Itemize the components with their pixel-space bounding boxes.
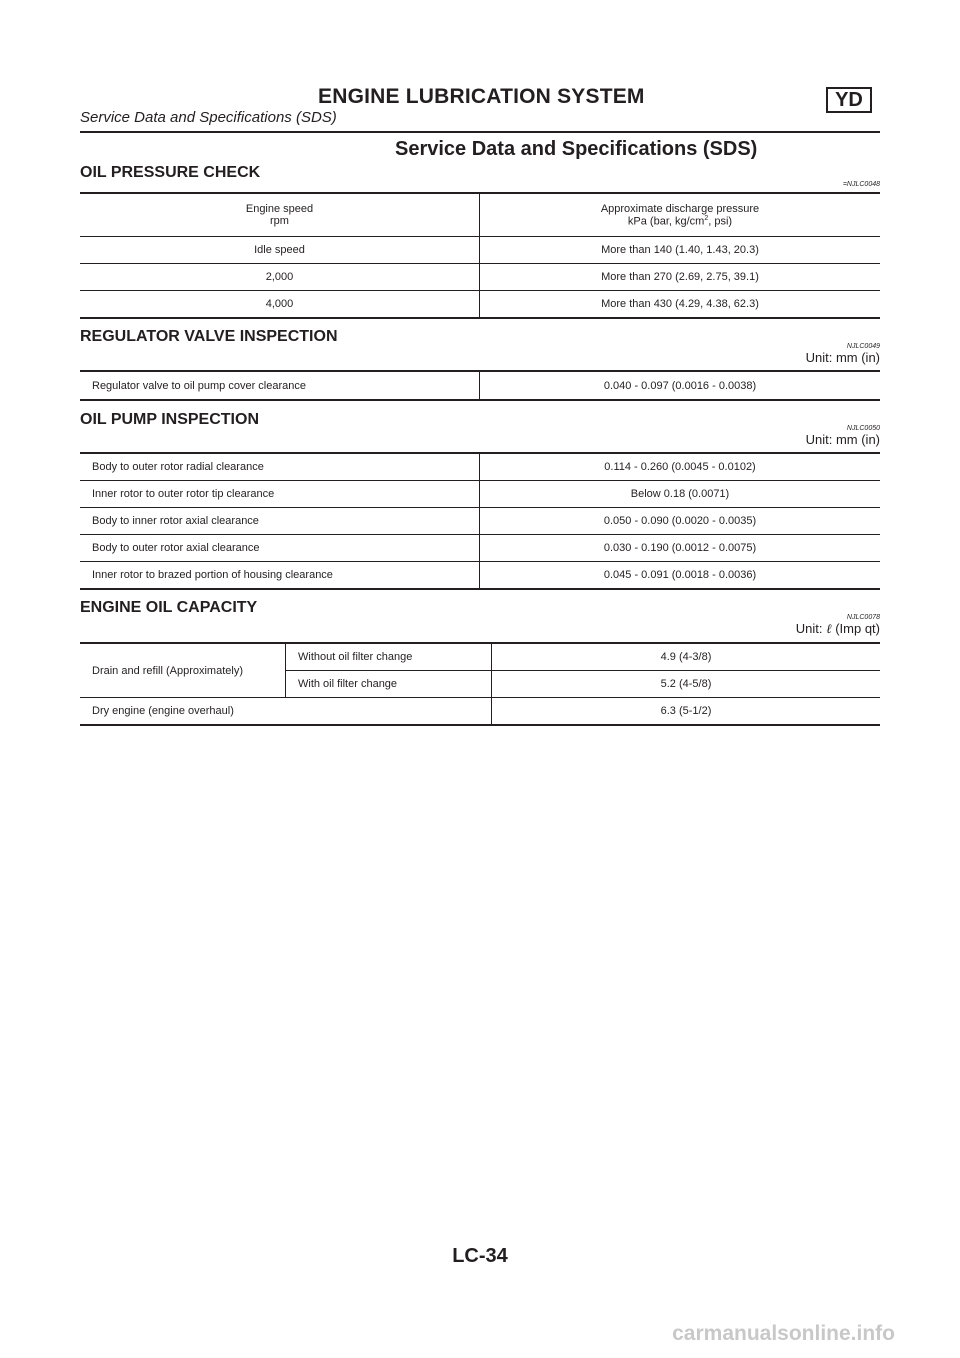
unit-text: Unit: <box>795 621 823 636</box>
unit-text: (Imp qt) <box>835 621 880 636</box>
pressure-cell: More than 140 (1.40, 1.43, 20.3) <box>480 237 881 264</box>
item-cell: Body to outer rotor axial clearance <box>80 535 480 562</box>
column-header-line: Engine speed <box>245 203 314 215</box>
item-cell: Body to outer rotor radial clearance <box>80 453 480 481</box>
table-row <box>80 453 880 481</box>
unit-text: kPa (bar, kg/cm <box>627 215 705 228</box>
value-cell: 5.2 (4-5/8) <box>492 671 881 698</box>
section-title-oil-pressure: OIL PRESSURE CHECK <box>80 164 261 181</box>
oil-pump-table <box>80 452 880 590</box>
item-cell: Dry engine (engine overhaul) <box>80 698 492 726</box>
liter-symbol: ℓ <box>826 622 832 637</box>
unit-label-regulator: Unit: mm (in) <box>805 350 880 365</box>
section-code-oil-pump: NJLC0050 <box>846 425 880 432</box>
superscript: 2 <box>704 214 709 222</box>
table-row <box>80 508 880 535</box>
unit-label-oil-capacity <box>796 621 880 637</box>
section-title-oil-capacity: ENGINE OIL CAPACITY <box>80 599 258 616</box>
section-title-oil-pump: OIL PUMP INSPECTION <box>80 411 259 428</box>
table-header-row <box>80 193 880 237</box>
drain-refill-label: Drain and refill (Approximately) <box>80 643 286 698</box>
column-header-line: Approximate discharge pressure <box>600 202 760 215</box>
unit-label-oil-pump: Unit: mm (in) <box>805 432 880 447</box>
column-header-line: rpm <box>270 215 289 227</box>
column-header-line <box>492 215 868 228</box>
section-code-oil-capacity: NJLC0078 <box>846 614 880 621</box>
header-title: ENGINE LUBRICATION SYSTEM <box>318 85 645 108</box>
document-title: Service Data and Specifications (SDS) <box>395 138 758 160</box>
value-cell: 4.9 (4-3/8) <box>492 643 881 671</box>
value-cell: 0.114 - 0.260 (0.0045 - 0.0102) <box>480 453 881 481</box>
table-row <box>80 371 880 400</box>
page-header <box>80 84 880 134</box>
section-title-regulator: REGULATOR VALVE INSPECTION <box>80 328 338 345</box>
table-row <box>80 264 880 291</box>
section-code-oil-pressure: =NJLC0048 <box>842 181 880 188</box>
column-header-engine-speed <box>80 193 480 237</box>
item-cell: Inner rotor to outer rotor tip clearance <box>80 481 480 508</box>
header-subtitle: Service Data and Specifications (SDS) <box>80 109 337 126</box>
watermark: carmanualsonline.info <box>672 1322 895 1345</box>
table-row <box>80 643 880 671</box>
item-cell: Inner rotor to brazed portion of housing clearance <box>80 562 480 590</box>
header-divider <box>80 131 880 133</box>
section-badge: YD <box>826 87 872 113</box>
regulator-table <box>80 370 880 401</box>
section-code-regulator: NJLC0049 <box>846 343 880 350</box>
value-cell: 6.3 (5-1/2) <box>492 698 881 726</box>
table-row <box>80 237 880 264</box>
pressure-cell: More than 430 (4.29, 4.38, 62.3) <box>480 291 881 319</box>
item-cell: With oil filter change <box>286 671 492 698</box>
engine-speed-cell: Idle speed <box>80 237 480 264</box>
item-cell: Regulator valve to oil pump cover clearance <box>80 371 480 400</box>
item-cell: Body to inner rotor axial clearance <box>80 508 480 535</box>
value-cell: 0.050 - 0.090 (0.0020 - 0.0035) <box>480 508 881 535</box>
column-header-pressure <box>480 193 881 237</box>
table-row <box>80 698 880 726</box>
pressure-cell: More than 270 (2.69, 2.75, 39.1) <box>480 264 881 291</box>
table-row <box>80 562 880 590</box>
table-row <box>80 481 880 508</box>
engine-speed-cell: 4,000 <box>80 291 480 319</box>
table-row <box>80 535 880 562</box>
value-cell: Below 0.18 (0.0071) <box>480 481 881 508</box>
value-cell: 0.030 - 0.190 (0.0012 - 0.0075) <box>480 535 881 562</box>
engine-speed-cell: 2,000 <box>80 264 480 291</box>
oil-pressure-table <box>80 192 880 319</box>
table-row <box>80 291 880 319</box>
oil-capacity-table <box>80 642 880 726</box>
unit-text: , psi) <box>708 215 733 228</box>
value-cell: 0.040 - 0.097 (0.0016 - 0.0038) <box>480 371 881 400</box>
item-cell: Without oil filter change <box>286 643 492 671</box>
page-number: LC-34 <box>452 1245 508 1267</box>
value-cell: 0.045 - 0.091 (0.0018 - 0.0036) <box>480 562 881 590</box>
